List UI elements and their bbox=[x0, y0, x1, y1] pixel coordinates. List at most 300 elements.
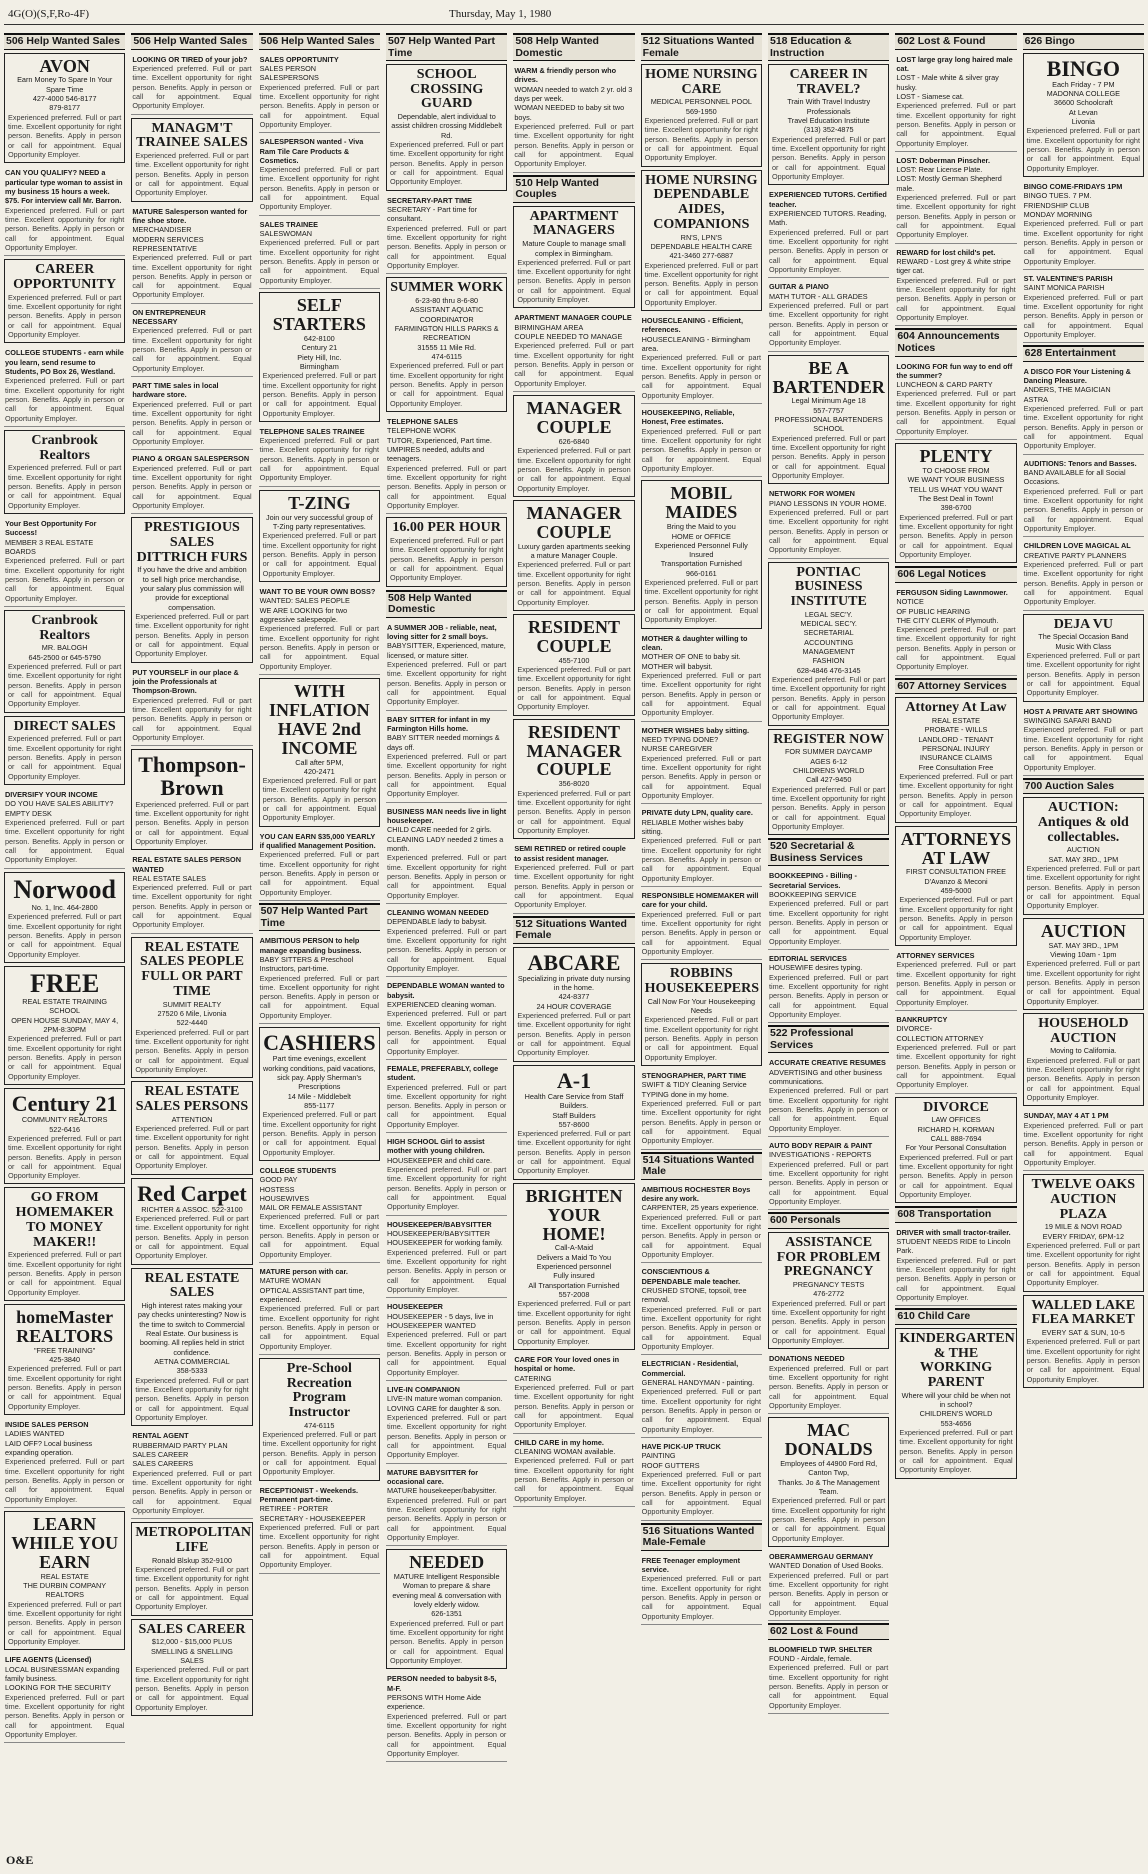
ad-line: HOUSEWIFE desires typing. bbox=[769, 963, 863, 973]
display-ad bbox=[513, 614, 634, 716]
ad-line: OPTICAL ASSISTANT part time, experienced. bbox=[259, 1285, 365, 1305]
classified-ad bbox=[768, 188, 889, 278]
ad-line: PAINTING bbox=[641, 1451, 676, 1461]
ad-body-text: Experienced preferred. Full or part time. Excellent opportunity for right person. Benefits. Apply in person or call for appointment. Equal Opportunity Employer. bbox=[1026, 1337, 1140, 1384]
ad-body-text: Experienced preferred. Full or part time. Excellent opportunity for right person. Benefits. Apply in person or call for appointment. Equal Opportunity Employer. bbox=[262, 371, 376, 418]
ad-headline: LOOKING FOR fun way to end off the summer? bbox=[896, 361, 1013, 380]
ad-headline: SALESPERSON wanted - Viva Ram Tile Care Products & Cosmetics. bbox=[259, 137, 364, 165]
classified-ad bbox=[4, 1653, 125, 1743]
display-ad bbox=[1023, 614, 1144, 702]
ad-line: Each Friday - 7 PM bbox=[1052, 79, 1115, 89]
ad-headline: RESIDENT MANAGER COUPLE bbox=[526, 721, 622, 780]
ad-headline: A-1 bbox=[556, 1067, 592, 1093]
classified-ad bbox=[259, 1265, 380, 1355]
ad-headline: MANAGM'T TRAINEE SALES bbox=[136, 120, 248, 151]
ad-line: CARPENTER, 25 years experience. bbox=[641, 1203, 759, 1213]
ad-headline: CAN YOU QUALIFY? NEED a particular type woman to assist in my business 15 hours a week. $75. For interview call Mr. Barron. bbox=[5, 168, 123, 206]
classified-ad bbox=[1023, 539, 1144, 610]
ad-body-text: Experienced preferred. Full or part time. Excellent opportunity for right person. Benefits. Apply in person or call for appointment. Equal Opportunity Employer. bbox=[135, 150, 249, 198]
ad-headline: TELEPHONE SALES TRAINEE bbox=[259, 426, 365, 436]
classified-ad bbox=[895, 246, 1016, 327]
ad-headline: MANAGER COUPLE bbox=[526, 502, 622, 542]
ad-line: Century 21 bbox=[301, 343, 338, 353]
ad-body-text: Experienced preferred. Full or part time. Excellent opportunity for right person. Benefits. Apply in person or call for appointment. Equal Opportunity Employer. bbox=[769, 972, 889, 1020]
ad-line: Staff Builders bbox=[552, 1110, 596, 1120]
ad-headline: ATTORNEYS AT LAW bbox=[900, 828, 1012, 868]
ad-body-text: Experienced preferred. Full or part time. Excellent opportunity for right person. Benefits. Apply in person or call for appointment. Equal Opportunity Employer. bbox=[644, 1015, 758, 1062]
ad-headline: BE A BARTENDER bbox=[772, 357, 885, 397]
ad-body-text: Experienced preferred. Full or part time. Excellent opportunity for right person. Benefits. Apply in person or call for appointment. Equal Opportunity Employer. bbox=[132, 63, 252, 111]
ad-line: SAT. MAY 3RD., 1PM bbox=[1048, 854, 1119, 864]
classified-ad bbox=[259, 1484, 380, 1574]
ad-headline: AUCTION: Antiques & old collectables. bbox=[1037, 800, 1129, 845]
ad-headline: ATTORNEY SERVICES bbox=[896, 951, 975, 961]
section-heading: 608 Transportation bbox=[895, 1206, 1016, 1223]
ad-line: EVERY SAT & SUN, 10-5 bbox=[1041, 1328, 1125, 1338]
ad-body-text: Experienced preferred. Full or part time. Excellent opportunity for right person. Benefits. Apply in person or call for appointment. Equal Opportunity Employer. bbox=[896, 960, 1016, 1007]
ad-body-text: Experienced preferred. Full or part time. Excellent opportunity for right person. Benefits. Apply in person or call for appointment. Equal Opportunity Employer. bbox=[132, 883, 252, 930]
ad-line: All Transportation Furnished bbox=[528, 1280, 620, 1290]
ad-line: Call after 5PM, bbox=[295, 757, 344, 767]
ad-line: ACCOUNTING bbox=[804, 637, 854, 647]
classified-ad bbox=[895, 586, 1016, 676]
section-heading: 518 Education & Instruction bbox=[768, 33, 889, 61]
display-ad bbox=[4, 430, 125, 514]
ad-headline: CLEANING WOMAN NEEDED bbox=[387, 907, 489, 917]
ad-headline: 16.00 PER HOUR bbox=[392, 520, 501, 536]
ad-line: TELEPHONE WORK bbox=[387, 426, 456, 436]
ad-line: LOVING CARE for daughter & son. bbox=[387, 1403, 501, 1413]
ad-line: RICHARD H. KORMAN bbox=[917, 1124, 995, 1134]
ad-headline: DIVERSIFY YOUR INCOME bbox=[5, 789, 98, 799]
ad-body-text: Experienced preferred. Full or part time. Excellent opportunity for right person. Benefits. Apply in person or call for appointment. Equal Opportunity Employer. bbox=[896, 1043, 1016, 1090]
display-ad bbox=[513, 395, 634, 497]
ad-line: STUDENT NEEDS RIDE to Lincoln Park. bbox=[896, 1237, 1011, 1256]
display-ad bbox=[131, 1081, 252, 1174]
ad-headline: ASSISTANCE FOR PROBLEM PREGNANCY bbox=[776, 1234, 881, 1280]
ad-line: Specializing in private duty nursing in the home. bbox=[517, 973, 631, 993]
ad-line: Livonia bbox=[1071, 116, 1095, 126]
ad-line: HOSTESS bbox=[259, 1184, 295, 1194]
ad-line: ANDERS, THE MAGICIAN bbox=[1023, 385, 1111, 395]
classified-ad bbox=[4, 1418, 125, 1508]
ad-body-text: Experienced preferred. Full or part time. Excellent opportunity for right person. Benefits. Apply in person or call for appointment. Equal Opportunity Employer. bbox=[8, 734, 122, 781]
ad-body-text: Experienced preferred. Full or part time. Excellent opportunity for right person. Benefits. Apply in person or call for appointment. Equal Opportunity Employer. bbox=[8, 1250, 122, 1297]
ad-headline: AMBITIOUS ROCHESTER Boys desire any work. bbox=[641, 1184, 751, 1203]
ad-line: ATTENTION bbox=[171, 1114, 213, 1124]
ad-line: REAL ESTATE SALES bbox=[132, 873, 206, 883]
ad-body-text: Experienced preferred. Full or part time. Excellent opportunity for right person. Benefits. Apply in person or call for appointment. Equal Opportunity Employer. bbox=[387, 1009, 507, 1056]
ad-body-text: Experienced preferred. Full or part time. Excellent opportunity for right person. Benefits. Apply in person or call for appointment. Equal Opportunity Employer. bbox=[8, 112, 122, 160]
section-heading: 507 Help Wanted Part Time bbox=[259, 903, 380, 931]
ad-line: Thanks. Jo & The Management Team. bbox=[777, 1477, 880, 1497]
ad-headline: MATURE person with car. bbox=[259, 1267, 348, 1277]
classified-ad bbox=[768, 1352, 889, 1414]
ad-headline: ON ENTREPRENEUR NECESSARY bbox=[132, 307, 206, 327]
column-5 bbox=[513, 31, 634, 1859]
page-footer-mark: O&E bbox=[6, 1853, 34, 1867]
ad-body-text: Experienced preferred. Full or part time. Excellent opportunity for right person. Benefits. Apply in person or call for appointment. Equal Opportunity Employer. bbox=[387, 1165, 507, 1212]
display-ad bbox=[131, 118, 252, 202]
ad-line: Music With Class bbox=[1055, 641, 1112, 651]
section-heading: 602 Lost & Found bbox=[895, 33, 1016, 50]
ad-line: Travel Education Institute bbox=[787, 116, 870, 126]
display-ad bbox=[513, 206, 634, 309]
ad-line: MEDICAL PERSONNEL POOL bbox=[650, 97, 752, 107]
ad-line: TYPING done in my home. bbox=[641, 1089, 729, 1099]
ad-body-text: Experienced preferred. Full or part time. Excellent opportunity for right person. Benefits. Apply in person or call for appointment. Equal Opportunity Employer. bbox=[641, 1098, 761, 1146]
ad-line: 459-5000 bbox=[940, 886, 972, 896]
ad-line: MONDAY MORNING bbox=[1023, 209, 1093, 219]
display-ad bbox=[1023, 53, 1144, 177]
classified-ad bbox=[259, 135, 380, 216]
ad-body-text: Experienced preferred. Full or part time. Excellent opportunity for right person. Benefits. Apply in person or call for appointment. Equal Opportunity Employer. bbox=[772, 1298, 886, 1345]
ad-body-text: Experienced preferred. Full or part time. Excellent opportunity for right person. Benefits. Apply in person or call for appointment. Equal Opportunity Employer. bbox=[1023, 486, 1143, 533]
ad-body-text: Experienced preferred. Full or part time. Excellent opportunity for right person. Benefits. Apply in person or call for appointment. Equal Opportunity Employer. bbox=[390, 536, 504, 583]
ad-line: ASTRA bbox=[1023, 394, 1048, 404]
ad-headline: CASHIERS bbox=[263, 1030, 376, 1056]
ad-headline: PUT YOURSELF in our place & join the Professionals at Thompson-Brown. bbox=[132, 667, 239, 696]
ad-headline: EXPERIENCED TUTORS. Certified teacher. bbox=[769, 190, 887, 209]
display-ad bbox=[641, 170, 762, 311]
ad-line: Employees of 44900 Ford Rd, Canton Twp, bbox=[780, 1459, 878, 1478]
ad-headline: FEMALE, PREFERABLY, college student. bbox=[387, 1063, 499, 1083]
ad-line: Bring the Maid to you bbox=[666, 522, 736, 532]
ad-line: 14 Mile - Middlebelt bbox=[287, 1091, 351, 1101]
ad-line: Mature Couple to manage small complex in Birmingham. bbox=[522, 239, 626, 258]
classified-ad bbox=[386, 979, 507, 1060]
ad-line: RETIREE - PORTER bbox=[259, 1504, 329, 1514]
ad-body-text: Experienced preferred. Full or part time. Excellent opportunity for right person. Benefits. Apply in person or call for appointment. Equal Opportunity Employer. bbox=[641, 836, 761, 883]
display-ad bbox=[4, 966, 125, 1085]
ad-headline: REAL ESTATE SALES bbox=[144, 1270, 240, 1301]
ad-body-text: Experienced preferred. Full or part time. Excellent opportunity for right person. Benefits. Apply in person or call for appointment. Equal Opportunity Employer. bbox=[899, 1428, 1013, 1475]
classified-ad bbox=[131, 853, 252, 934]
ad-headline: RESPONSIBLE HOMEMAKER will care for your child. bbox=[641, 890, 759, 910]
display-ad bbox=[131, 1178, 252, 1265]
display-ad bbox=[895, 1328, 1016, 1479]
ad-line: MATURE WOMAN bbox=[259, 1276, 321, 1286]
ad-body-text: Experienced preferred. Full or part time. Excellent opportunity for right person. Benefits. Apply in person or call for appointment. Equal Opportunity Employer. bbox=[132, 695, 252, 743]
ad-line: SECRETARIAL bbox=[803, 628, 854, 638]
ad-line: EXPERIENCED TUTORS. Reading, Math. bbox=[769, 209, 887, 228]
ad-line: COUPLE NEEDED TO MANAGE bbox=[514, 332, 623, 342]
ad-body-text: Experienced preferred. Full or part time. Excellent opportunity for right person. Benefits. Apply in person or call for appointment. Equal Opportunity Employer. bbox=[262, 1110, 376, 1157]
column-2 bbox=[131, 31, 252, 1859]
classified-ad bbox=[641, 1069, 762, 1150]
ad-headline: MOTHER & daughter willing to clean. bbox=[641, 633, 748, 653]
display-ad bbox=[4, 259, 125, 343]
ad-headline: HOST A PRIVATE ART SHOWING bbox=[1023, 706, 1138, 716]
ad-body-text: Experienced preferred. Full or part time. Excellent opportunity for right person. Benefits. Apply in person or call for appointment. Equal Opportunity Employer. bbox=[517, 1011, 631, 1058]
ad-line: HOUSEKEEPER WANTED bbox=[387, 1321, 476, 1331]
ad-line: PIANO LESSONS IN YOUR HOME. bbox=[769, 498, 887, 508]
classified-ad bbox=[386, 415, 507, 514]
ad-body-text: Experienced preferred. Full or part time. Excellent opportunity for right person. Benefits. Apply in person or call for appointment. Equal Opportunity Employer. bbox=[769, 1159, 889, 1207]
classified-ad bbox=[386, 1300, 507, 1381]
classified-ad bbox=[895, 949, 1016, 1011]
ad-line: MOTHER OF ONE to baby sit. bbox=[641, 652, 741, 662]
ad-body-text: Experienced preferred. Full or part time. Excellent opportunity for right person. Benefits. Apply in person or call for appointment. Equal Opportunity Employer. bbox=[641, 1212, 761, 1259]
ad-line: The Special Occasion Band bbox=[1038, 632, 1129, 642]
ad-line: COMMUNITY REALTORS bbox=[21, 1115, 108, 1125]
ad-body-text: Experienced preferred. Full or part time. Excellent opportunity for right person. Benefits. Apply in person or call for appointment. Equal Opportunity Employer. bbox=[1026, 959, 1140, 1006]
ad-body-text: Experienced preferred. Full or part time. Excellent opportunity for right person. Benefits. Apply in person or call for appointment. Equal Opportunity Employer. bbox=[259, 1212, 379, 1259]
classified-ad bbox=[641, 1554, 762, 1625]
ad-headline: TELEPHONE SALES bbox=[387, 417, 458, 427]
ad-headline: CAREER IN TRAVEL? bbox=[789, 67, 868, 97]
display-ad bbox=[4, 53, 125, 164]
classified-ad bbox=[1023, 180, 1144, 270]
ad-headline: DIRECT SALES bbox=[13, 718, 116, 734]
display-ad bbox=[513, 947, 634, 1062]
ad-line: For Your Personal Consultation bbox=[905, 1143, 1007, 1153]
classified-ad bbox=[259, 218, 380, 289]
classified-ad bbox=[768, 1139, 889, 1210]
ad-body-text: Experienced preferred. Full or part time. Excellent opportunity for right person. Benefits. Apply in person or call for appointment. Equal Opportunity Employer. bbox=[262, 1430, 376, 1477]
ad-headline: Thompson-Brown bbox=[138, 752, 246, 801]
ad-body-text: Experienced preferred. Full or part time. Excellent opportunity for right person. Benefits. Apply in person or call for appointment. Equal Opportunity Employer. bbox=[135, 612, 249, 659]
ad-line: GOOD PAY bbox=[259, 1175, 298, 1185]
ad-line: 474-6115 bbox=[431, 352, 462, 362]
ad-body-text: Experienced preferred. Full or part time. Excellent opportunity for right person. Benefits. Apply in person or call for appointment. Equal Opportunity Employer. bbox=[1023, 559, 1143, 607]
ad-body-text: Experienced preferred. Full or part time. Excellent opportunity for right person. Benefits. Apply in person or call for appointment. Equal Opportunity Employer. bbox=[1023, 219, 1143, 266]
ad-line: GENERAL HANDYMAN - painting. bbox=[641, 1377, 755, 1387]
display-ad bbox=[641, 480, 762, 628]
ad-headline: AUCTION bbox=[1040, 920, 1126, 941]
ad-headline: CAREER OPPORTUNITY bbox=[13, 262, 117, 293]
ad-body-text: Experienced preferred. Full or part time. Excellent opportunity for right person. Benefits. Apply in person or call for appointment. Equal Opportunity Employer. bbox=[517, 560, 631, 607]
ad-body-text: Experienced preferred. Full or part time. Excellent opportunity for right person. Benefits. Apply in person or call for appointment. Equal Opportunity Employer. bbox=[514, 1456, 634, 1503]
ad-headline: OBERAMMERGAU GERMANY bbox=[769, 1551, 874, 1561]
ad-line: 421-3460 277-6887 bbox=[669, 251, 734, 261]
ad-line: DIVORCE- bbox=[896, 1024, 933, 1034]
ad-line: Delivers a Maid To You bbox=[536, 1252, 612, 1262]
ad-headline: BANKRUPTCY bbox=[896, 1015, 948, 1025]
ad-line: SWINGING SAFARI BAND bbox=[1023, 715, 1112, 725]
ad-line: FOUND - Airdale, female. bbox=[769, 1654, 852, 1664]
ad-line: Experienced Personnel Fully Insured bbox=[654, 540, 748, 560]
ad-headline: Attorney At Law bbox=[905, 700, 1007, 716]
ad-headline: LOST: Doberman Pinscher. bbox=[896, 155, 990, 165]
ad-body-text: Experienced preferred. Full or part time. Excellent opportunity for right person. Benefits. Apply in person or call for appointment. Equal Opportunity Employer. bbox=[772, 675, 886, 722]
ad-line: SALESPERSONS bbox=[259, 73, 319, 83]
display-ad bbox=[641, 64, 762, 167]
ad-headline: PART TIME sales in local hardware store. bbox=[132, 381, 219, 400]
classified-ad bbox=[386, 194, 507, 275]
ad-line: TO CHOOSE FROM bbox=[922, 466, 990, 476]
ad-line: Call-A-Maid bbox=[554, 1243, 594, 1253]
ad-body-text: Experienced preferred. Full or part time. Excellent opportunity for right person. Benefits. Apply in person or call for appointment. Equal Opportunity Employer. bbox=[387, 926, 507, 973]
ad-line: OF PUBLIC HEARING bbox=[896, 606, 971, 616]
ad-line: 626-1351 bbox=[431, 1609, 463, 1619]
ad-line: Fully insured bbox=[553, 1271, 595, 1281]
ad-body-text: Experienced preferred. Full or part time. Excellent opportunity for right person. Benefits. Apply in person or call for appointment. Equal Opportunity Employer. bbox=[641, 909, 761, 956]
ad-headline: MATURE Salesperson wanted for fine shoe store. bbox=[132, 206, 248, 225]
ad-line: MANAGEMENT bbox=[802, 647, 855, 657]
section-heading: 606 Legal Notices bbox=[895, 566, 1016, 583]
ad-headline: HOUSECLEANING - Efficient, references. bbox=[641, 316, 744, 335]
display-ad bbox=[1023, 797, 1144, 914]
ad-headline: REAL ESTATE SALES PEOPLE FULL OR PART TIME bbox=[140, 939, 244, 999]
ad-line: HOUSECLEANING - Birmingham area. bbox=[641, 334, 751, 354]
ad-headline: Cranbrook Realtors bbox=[31, 432, 98, 463]
ad-headline: REAL ESTATE SALES PERSONS bbox=[135, 1084, 249, 1114]
ad-line: 420-2471 bbox=[303, 766, 335, 776]
ad-line: 427-4000 546-8177 bbox=[32, 94, 97, 104]
ad-body-text: Experienced preferred. Full or part time. Excellent opportunity for right person. Benefits. Apply in person or call for appointment. Equal Opportunity Employer. bbox=[641, 353, 761, 400]
ad-body-text: Experienced preferred. Full or part time. Excellent opportunity for right person. Benefits. Apply in person or call for appointment. Equal Opportunity Employer. bbox=[135, 799, 249, 846]
classified-ad bbox=[1023, 272, 1144, 343]
display-ad bbox=[386, 517, 507, 586]
ad-body-text: Experienced preferred. Full or part time. Excellent opportunity for right person. Benefits. Apply in person or call for appointment. Equal Opportunity Employer. bbox=[1026, 1241, 1140, 1288]
ad-body-text: Experienced preferred. Full or part time. Excellent opportunity for right person. Benefits. Apply in person or call for appointment. Equal Opportunity Employer. bbox=[387, 1082, 507, 1129]
ad-headline: HOUSEHOLD AUCTION bbox=[1038, 1015, 1129, 1046]
ad-line: SUMMIT REALTY bbox=[162, 999, 222, 1009]
classified-ad bbox=[131, 452, 252, 514]
classified-ad bbox=[1023, 705, 1144, 776]
ad-line: SECRETARY - Part time for consultant. bbox=[387, 205, 478, 224]
ad-line: BABY SITTERS & Preschool Instructors, part-time. bbox=[259, 954, 354, 974]
classified-ad bbox=[4, 346, 125, 427]
ad-line: DEPENDABLE lady to babysit. bbox=[387, 917, 487, 927]
ad-headline: STENOGRAPHER, PART TIME bbox=[641, 1070, 747, 1080]
ad-body-text: Experienced preferred. Full or part time. Excellent opportunity for right person. Benefits. Apply in person or call for appointment. Equal Opportunity Employer. bbox=[5, 556, 125, 603]
display-ad bbox=[513, 1065, 634, 1180]
ad-headline: CHILDREN LOVE MAGICAL AL bbox=[1023, 541, 1131, 551]
ad-headline: DIVORCE bbox=[923, 1099, 989, 1115]
section-heading: 610 Child Care bbox=[895, 1308, 1016, 1325]
display-ad bbox=[259, 1358, 380, 1481]
ad-headline: Pre-School Recreation Program Instructor bbox=[286, 1361, 352, 1421]
ad-line: 6-23-80 thru 8-6-80 bbox=[415, 296, 479, 306]
ad-headline: HOME NURSING DEPENDABLE AIDES, COMPANIONS bbox=[645, 172, 758, 232]
page-header bbox=[4, 4, 1144, 25]
ad-headline: WALLED LAKE FLEA MARKET bbox=[1031, 1297, 1136, 1328]
classified-ad bbox=[259, 585, 380, 675]
ad-body-text: Experienced preferred. Full or part time. Excellent opportunity for right person. Benefits. Apply in person or call for appointment. Equal Opportunity Employer. bbox=[5, 1457, 125, 1504]
ad-body-text: Experienced preferred. Full or part time. Excellent opportunity for right person. Benefits. Apply in person or call for appointment. Equal Opportunity Employer. bbox=[259, 238, 379, 285]
ad-line: AGES 6-12 bbox=[810, 756, 848, 766]
ad-line: RN'S, LPN'S bbox=[680, 232, 722, 242]
display-ad bbox=[1023, 1174, 1144, 1291]
ad-headline: WITH INFLATION HAVE 2nd INCOME bbox=[268, 680, 370, 758]
display-ad bbox=[1023, 1013, 1144, 1106]
ad-body-text: Experienced preferred. Full or part time. Excellent opportunity for right person. Benefits. Apply in person or call for appointment. Equal Opportunity Employer. bbox=[899, 772, 1013, 819]
section-heading: 514 Situations Wanted Male bbox=[641, 1152, 762, 1180]
ad-body-text: Experienced preferred. Full or part time. Excellent opportunity for right person. Benefits. Apply in person or call for appointment. Equal Opportunity Employer. bbox=[1023, 404, 1143, 451]
ad-line: THE CITY CLERK of Plymouth. bbox=[896, 615, 999, 625]
ad-body-text: Experienced preferred. Full or part time. Excellent opportunity for right person. Benefits. Apply in person or call for appointment. Equal Opportunity Employer. bbox=[517, 665, 631, 712]
ad-headline: MANAGER COUPLE bbox=[526, 398, 622, 437]
classified-ad bbox=[259, 830, 380, 901]
column-4 bbox=[386, 31, 507, 1859]
classified-ad bbox=[386, 1672, 507, 1762]
ad-line: LADIES WANTED bbox=[5, 1429, 65, 1439]
ad-line: COLLECTION ATTORNEY bbox=[896, 1033, 984, 1043]
ad-body-text: Experienced preferred. Full or part time. Excellent opportunity for right person. Benefits. Apply in person or call for appointment. Equal Opportunity Employer. bbox=[390, 361, 504, 408]
ad-headline: RENTAL AGENT bbox=[132, 1431, 189, 1441]
ad-headline: APARTMENT MANAGER COUPLE bbox=[514, 313, 632, 323]
ad-body-text: Experienced preferred. Full or part time. Excellent opportunity for right person. Benefits. Apply in person or call for appointment. Equal Opportunity Employer. bbox=[644, 578, 758, 625]
section-heading: 520 Secretarial & Business Services bbox=[768, 838, 889, 866]
ad-headline: A DISCO FOR Your Listening & Dancing Pleasure. bbox=[1023, 366, 1131, 386]
section-heading: 508 Help Wanted Domestic bbox=[513, 33, 634, 61]
ad-body-text: Experienced preferred. Full or part time. Excellent opportunity for right person. Benefits. Apply in person or call for appointment. Equal Opportunity Employer. bbox=[641, 1574, 761, 1621]
ad-line: NEED TYPING DONE? bbox=[641, 735, 719, 745]
classified-ad bbox=[641, 1183, 762, 1264]
ad-line: Where will your child be when not in school? bbox=[901, 1390, 1011, 1410]
ad-body-text: Experienced preferred. Full or part time. Excellent opportunity for right person. Benefits. Apply in person or call for appointment. Equal Opportunity Employer. bbox=[262, 776, 376, 823]
ad-body-text: Experienced preferred. Full or part time. Excellent opportunity for right person. Benefits. Apply in person or call for appointment. Equal Opportunity Employer. bbox=[259, 1304, 379, 1351]
ad-headline: FERGUSON Siding Lawnmower. bbox=[896, 587, 1008, 597]
ad-body-text: Experienced preferred. Full or part time. Excellent opportunity for right person. Benefits. Apply in person or call for appointment. Equal Opportunity Employer. bbox=[135, 1665, 249, 1712]
ad-line: LUNCHEON & CARD PARTY bbox=[896, 380, 993, 390]
display-ad bbox=[131, 1522, 252, 1615]
ad-headline: SUNDAY, MAY 4 AT 1 PM bbox=[1023, 1111, 1109, 1121]
section-heading: 506 Help Wanted Sales bbox=[4, 33, 125, 50]
ad-line: 645-2500 or 645-5790 bbox=[28, 652, 101, 662]
display-ad bbox=[641, 963, 762, 1066]
ad-line: DO YOU HAVE SALES ABILITY? bbox=[5, 799, 114, 809]
ad-line: TELL US WHAT YOU WANT bbox=[909, 484, 1003, 494]
ad-line: 474-6115 bbox=[304, 1420, 335, 1430]
ad-line: CLEANING WOMAN available. bbox=[514, 1447, 616, 1457]
ad-line: FARMINGTON HILLS PARKS & RECREATION bbox=[394, 324, 499, 343]
ad-line: MATURE Intelligent Responsible Woman to prepare & share evening meal & conversation with lovely elderly widow. bbox=[392, 1572, 502, 1610]
section-heading: 607 Attorney Services bbox=[895, 678, 1016, 695]
ad-line: HOME or OFFICE bbox=[671, 531, 731, 541]
ad-headline: Cranbrook Realtors bbox=[31, 612, 98, 643]
ad-body-text: Experienced preferred. Full or part time. Excellent opportunity for right person. Benefits. Apply in person or call for appointment. Equal Opportunity Employer. bbox=[259, 624, 379, 671]
classified-ad bbox=[513, 64, 634, 173]
ad-body-text: Experienced preferred. Full or part time. Excellent opportunity for right person. Benefits. Apply in person or call for appointment. Equal Opportunity Employer. bbox=[8, 1599, 122, 1646]
classified-ad bbox=[641, 806, 762, 887]
ad-headline: PRIVATE duty LPN, quality care. bbox=[641, 808, 753, 818]
ad-line: FIRST CONSULTATION FREE bbox=[905, 867, 1006, 877]
ad-line: At Levan bbox=[1068, 107, 1098, 117]
ad-line: SECRETARY - HOUSEKEEPER bbox=[259, 1513, 366, 1523]
ad-body-text: Experienced preferred. Full or part time. Excellent opportunity for right person. Benefits. Apply in person or call for appointment. Equal Opportunity Employer. bbox=[899, 1152, 1013, 1199]
ad-headline: AUTO BODY REPAIR & PAINT bbox=[769, 1141, 873, 1151]
ad-line: PROFESSIONAL BARTENDERS SCHOOL bbox=[774, 415, 883, 434]
classified-ad bbox=[259, 1164, 380, 1263]
ad-line: Experienced personnel bbox=[536, 1262, 612, 1272]
ad-line: INSURANCE CLAIMS bbox=[919, 753, 993, 763]
ad-line: MR. BALOGH bbox=[41, 643, 88, 653]
ad-body-text: Experienced preferred. Full or part time. Excellent opportunity for right person. Benefits. Apply in person or call for appointment. Equal Opportunity Employer. bbox=[1026, 126, 1140, 173]
ad-headline: REAL ESTATE SALES PERSON WANTED bbox=[132, 855, 241, 874]
section-heading: 507 Help Wanted Part Time bbox=[386, 33, 507, 61]
column-3 bbox=[259, 31, 380, 1859]
ad-body-text: Experienced preferred. Full or part time. Excellent opportunity for right person. Benefits. Apply in person or call for appointment. Equal Opportunity Employer. bbox=[769, 508, 889, 555]
ad-line: LOST: Mostly German Shepherd male. bbox=[896, 174, 1002, 193]
ad-headline: SECRETARY-PART TIME bbox=[387, 195, 472, 205]
display-ad bbox=[4, 1088, 125, 1184]
ad-body-text: Experienced preferred. Full or part time. Excellent opportunity for right person. Benefits. Apply in person or call for appointment. Equal Opportunity Employer. bbox=[641, 753, 761, 801]
display-ad bbox=[895, 1097, 1016, 1204]
ad-headline: T-ZING bbox=[288, 492, 351, 513]
ad-body-text: Experienced preferred. Full or part time. Excellent opportunity for right person. Benefits. Apply in person or call for appointment. Equal Opportunity Employer. bbox=[259, 973, 379, 1020]
ad-line: Legal Minimum Age 18 bbox=[791, 396, 866, 406]
ad-line: ASSISTANT AQUATIC COORDINATOR bbox=[409, 305, 484, 324]
classified-ad bbox=[1023, 365, 1144, 455]
ad-line: Viewing 10am - 1pm bbox=[1050, 950, 1117, 959]
section-heading: 600 Personals bbox=[768, 1212, 889, 1229]
ad-body-text: Experienced preferred. Full or part time. Excellent opportunity for right person. Benefits. Apply in person or call for appointment. Equal Opportunity Employer. bbox=[517, 257, 631, 305]
ad-line: LEGAL SEC'Y. bbox=[804, 609, 853, 619]
ad-body-text: Experienced preferred. Full or part time. Excellent opportunity for right person. Benefits. Apply in person or call for appointment. Equal Opportunity Employer. bbox=[259, 82, 379, 129]
